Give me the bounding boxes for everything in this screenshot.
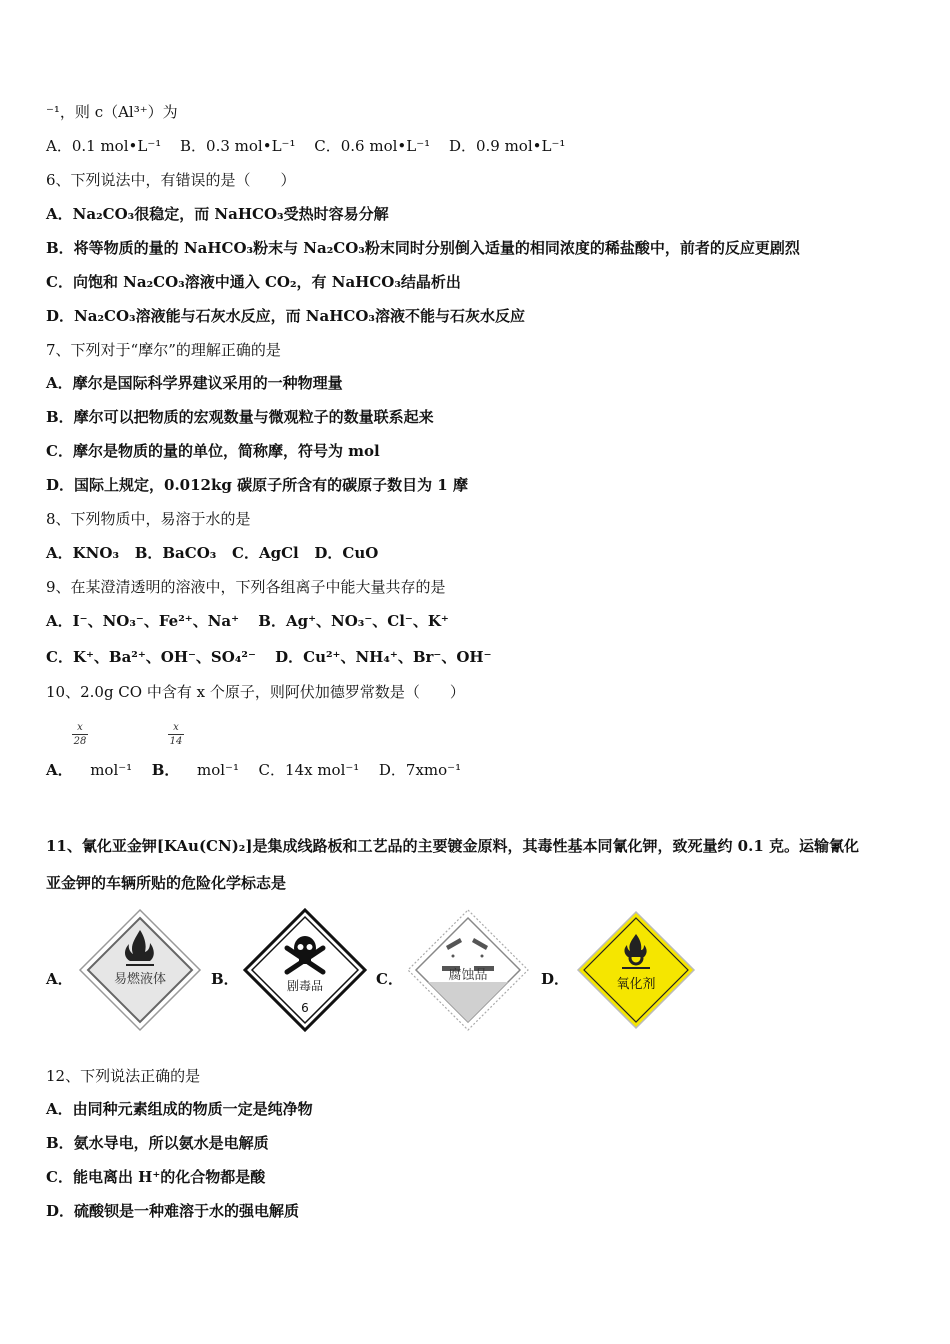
q5-option-d: D．0.9 mol•L⁻¹ bbox=[448, 137, 566, 155]
q12-option-b: B．氨水导电，所以氨水是电解质 bbox=[46, 1134, 269, 1152]
q10-option-d: D．7xmo⁻¹ bbox=[378, 761, 462, 779]
q11-label-d: D． bbox=[541, 970, 570, 988]
q12-option-a: A．由同种元素组成的物质一定是纯净物 bbox=[46, 1100, 313, 1118]
q7-option-c: C．摩尔是物质的量的单位，简称摩，符号为 mol bbox=[46, 442, 380, 460]
q5-option-c: C．0.6 mol•L⁻¹ bbox=[314, 137, 431, 155]
toxic-sign bbox=[243, 908, 367, 1032]
oxidizer-sign bbox=[574, 908, 698, 1032]
sign-c-text: 腐蚀品 bbox=[448, 968, 488, 983]
q8-option-b: B．BaCO₃ bbox=[134, 544, 217, 562]
q9-option-c: C．K⁺、Ba²⁺、OH⁻、SO₄²⁻ bbox=[46, 648, 256, 666]
q10-options bbox=[46, 760, 461, 780]
q12-option-c: C．能电离出 H⁺的化合物都是酸 bbox=[46, 1168, 266, 1186]
q12-option-d: D．硫酸钡是一种难溶于水的强电解质 bbox=[46, 1202, 300, 1220]
flammable-liquid-sign bbox=[78, 908, 202, 1032]
q11-stem-line2: 亚金钾的车辆所贴的危险化学标志是 bbox=[46, 874, 287, 892]
q7-option-d: D．国际上规定，0.012kg 碳原子所含有的碳原子数目为 1 摩 bbox=[46, 476, 468, 494]
q11-label-a: A． bbox=[46, 970, 73, 988]
q10-option-a-label: A． bbox=[46, 761, 73, 779]
q10-option-b-label: B． bbox=[151, 761, 180, 779]
sign-a-text: 易燃液体 bbox=[113, 972, 167, 987]
q11-stem-line1: 11、氰化亚金钾[KAu(CN)₂]是集成线路板和工艺品的主要镀金原料，其毒性基本同氰化钾，致死量约 0.1 克。运输氰化 bbox=[46, 837, 860, 855]
sign-b-text: 剧毒品 bbox=[286, 979, 324, 993]
q9-option-b: B．Ag⁺、NO₃⁻、Cl⁻、K⁺ bbox=[258, 612, 449, 630]
q8-stem: 8、下列物质中，易溶于水的是 bbox=[46, 510, 251, 528]
q11-label-c: C． bbox=[376, 970, 403, 988]
q7-option-b: B．摩尔可以把物质的宏观数量与微观粒子的数量联系起来 bbox=[46, 408, 434, 426]
q9-option-d: D．Cu²⁺、NH₄⁺、Br⁻、OH⁻ bbox=[275, 648, 492, 666]
q5-options bbox=[46, 136, 565, 156]
q8-option-d: D．CuO bbox=[314, 544, 379, 562]
q5-option-a: A．0.1 mol•L⁻¹ bbox=[46, 137, 162, 155]
q12-stem: 12、下列说法正确的是 bbox=[46, 1067, 201, 1085]
q10-fraction-b bbox=[168, 722, 184, 747]
q6-option-d: D．Na₂CO₃溶液能与石灰水反应，而 NaHCO₃溶液不能与石灰水反应 bbox=[46, 307, 525, 325]
q10-fraction-b-den: 14 bbox=[169, 736, 183, 747]
sign-b-number: 6 bbox=[301, 1001, 309, 1015]
q6-option-b: B．将等物质的量的 NaHCO₃粉末与 Na₂CO₃粉末同时分别倒入适量的相同浓度的稀盐酸中，前者的反应更剧烈 bbox=[46, 239, 800, 257]
q10-fraction-a bbox=[72, 722, 88, 747]
q9-options-ab bbox=[46, 611, 449, 631]
q6-stem: 6、下列说法中，有错误的是（ ） bbox=[46, 171, 296, 189]
corrosive-sign bbox=[406, 908, 530, 1032]
q9-stem: 9、在某澄清透明的溶液中，下列各组离子中能大量共存的是 bbox=[46, 578, 446, 596]
q10-fraction-b-num: x bbox=[173, 722, 179, 733]
q11-label-b: B． bbox=[211, 970, 239, 988]
q6-option-c: C．向饱和 Na₂CO₃溶液中通入 CO₂，有 NaHCO₃结晶析出 bbox=[46, 273, 461, 291]
q10-stem: 10、2.0g CO 中含有 x 个原子，则阿伏加德罗常数是（ ） bbox=[46, 683, 465, 701]
q8-option-a: A．KNO₃ bbox=[46, 544, 120, 562]
q9-option-a: A．I⁻、NO₃⁻、Fe²⁺、Na⁺ bbox=[46, 612, 240, 630]
q5-stem-tail: ⁻¹，则 c（Al³⁺）为 bbox=[46, 103, 178, 121]
q7-stem: 7、下列对于“摩尔”的理解正确的是 bbox=[46, 341, 281, 359]
q6-option-a: A．Na₂CO₃很稳定，而 NaHCO₃受热时容易分解 bbox=[46, 205, 389, 223]
q10-option-a-unit: mol⁻¹ bbox=[90, 761, 133, 779]
q10-option-b-unit: mol⁻¹ bbox=[197, 761, 239, 779]
q10-option-c: C．14x mol⁻¹ bbox=[258, 761, 360, 779]
q10-fraction-a-den: 28 bbox=[73, 736, 87, 747]
q10-fraction-a-num: x bbox=[77, 722, 83, 733]
q5-option-b: B．0.3 mol•L⁻¹ bbox=[180, 137, 296, 155]
q8-option-c: C．AgCl bbox=[232, 544, 299, 562]
q9-options-cd bbox=[46, 647, 492, 667]
q8-options bbox=[46, 543, 378, 563]
q7-option-a: A．摩尔是国际科学界建议采用的一种物理量 bbox=[46, 374, 343, 392]
sign-d-text: 氧化剂 bbox=[616, 977, 656, 992]
